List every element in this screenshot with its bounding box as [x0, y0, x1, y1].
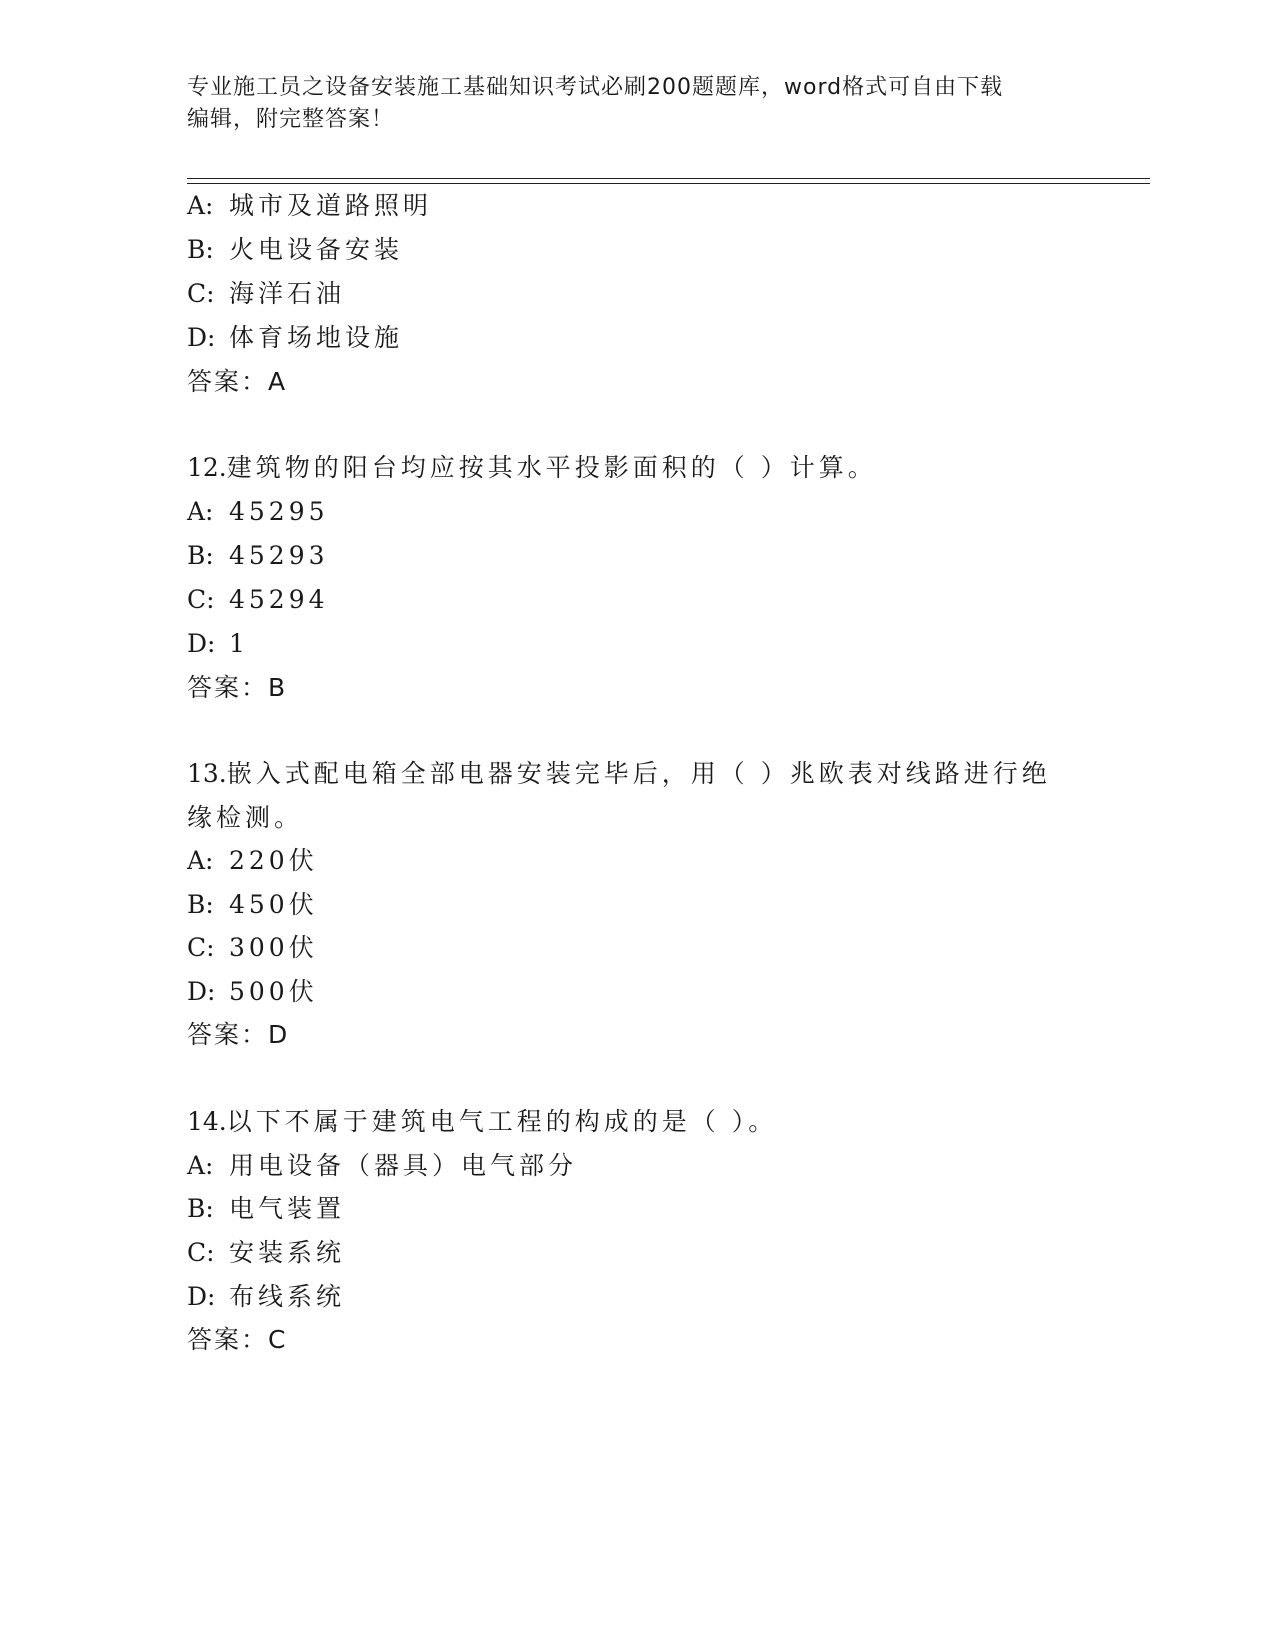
option-key: C: — [187, 585, 215, 614]
q12-option-c — [187, 584, 329, 616]
header-line-1: 专业施工员之设备安装施工基础知识考试必刷200题题库，word格式可自由下载 — [187, 75, 1004, 100]
question-number: 12. — [187, 453, 227, 482]
q14-stem — [187, 1106, 777, 1138]
option-text: 45295 — [229, 497, 329, 526]
option-key: A: — [187, 846, 214, 875]
option-text: 海洋石油 — [229, 279, 346, 308]
q14-option-c — [187, 1237, 345, 1269]
question-number: 13. — [187, 759, 227, 788]
option-key: B: — [187, 541, 214, 570]
q11-answer: 答案：A — [187, 367, 288, 396]
question-number: 14. — [187, 1107, 227, 1136]
header-divider-bottom — [187, 183, 1150, 184]
option-text: 火电设备安装 — [229, 235, 404, 264]
option-text: 450伏 — [229, 890, 318, 919]
q12-option-a — [187, 496, 329, 528]
option-key: D: — [187, 323, 216, 352]
option-text: 500伏 — [229, 977, 318, 1006]
option-text: 45294 — [229, 585, 329, 614]
q13-option-b — [187, 889, 318, 921]
option-key: D: — [187, 629, 216, 658]
q12-stem — [187, 452, 877, 484]
option-key: B: — [187, 1194, 214, 1223]
option-key: A: — [187, 497, 214, 526]
option-text: 体育场地设施 — [229, 323, 404, 352]
header-divider-top — [187, 178, 1150, 179]
option-text: 300伏 — [229, 933, 318, 962]
q14-answer: 答案：C — [187, 1325, 288, 1354]
option-text: 220伏 — [229, 846, 318, 875]
q11-option-c — [187, 278, 345, 310]
option-key: A: — [187, 1151, 214, 1180]
option-text: 布线系统 — [229, 1282, 346, 1311]
q12-option-d — [187, 628, 249, 660]
question-text: 嵌入式配电箱全部电器安装完毕后，用（ ）兆欧表对线路进行绝 — [226, 759, 1051, 788]
option-text: 1 — [229, 629, 249, 658]
q12-answer: 答案：B — [187, 673, 288, 702]
q13-stem-line-2: 缘检测。 — [187, 803, 304, 832]
q13-answer: 答案：D — [187, 1020, 290, 1049]
question-text: 以下不属于建筑电气工程的构成的是（ ）。 — [226, 1107, 778, 1136]
option-text: 城市及道路照明 — [229, 191, 433, 220]
q13-option-c — [187, 932, 318, 964]
option-key: B: — [187, 890, 214, 919]
option-text: 安装系统 — [229, 1238, 346, 1267]
option-key: C: — [187, 933, 215, 962]
option-key: A: — [187, 191, 214, 220]
document-header — [187, 72, 1067, 136]
q11-option-d — [187, 322, 403, 354]
option-text: 用电设备（器具）电气部分 — [229, 1151, 578, 1180]
q14-option-b — [187, 1193, 345, 1225]
q11-option-b — [187, 234, 403, 266]
q12-option-b — [187, 540, 329, 572]
option-key: D: — [187, 1282, 216, 1311]
option-key: D: — [187, 977, 216, 1006]
q13-option-d — [187, 976, 318, 1008]
q13-stem-line-1 — [187, 758, 1051, 790]
q11-option-a — [187, 190, 432, 222]
option-text: 电气装置 — [229, 1194, 346, 1223]
option-text: 45293 — [229, 541, 329, 570]
q14-option-a — [187, 1150, 577, 1182]
option-key: C: — [187, 1238, 215, 1267]
q14-option-d — [187, 1281, 345, 1313]
option-key: B: — [187, 235, 214, 264]
header-line-2: 编辑，附完整答案！ — [187, 107, 395, 132]
q13-option-a — [187, 845, 318, 877]
option-key: C: — [187, 279, 215, 308]
question-text: 建筑物的阳台均应按其水平投影面积的（ ）计算。 — [226, 453, 877, 482]
